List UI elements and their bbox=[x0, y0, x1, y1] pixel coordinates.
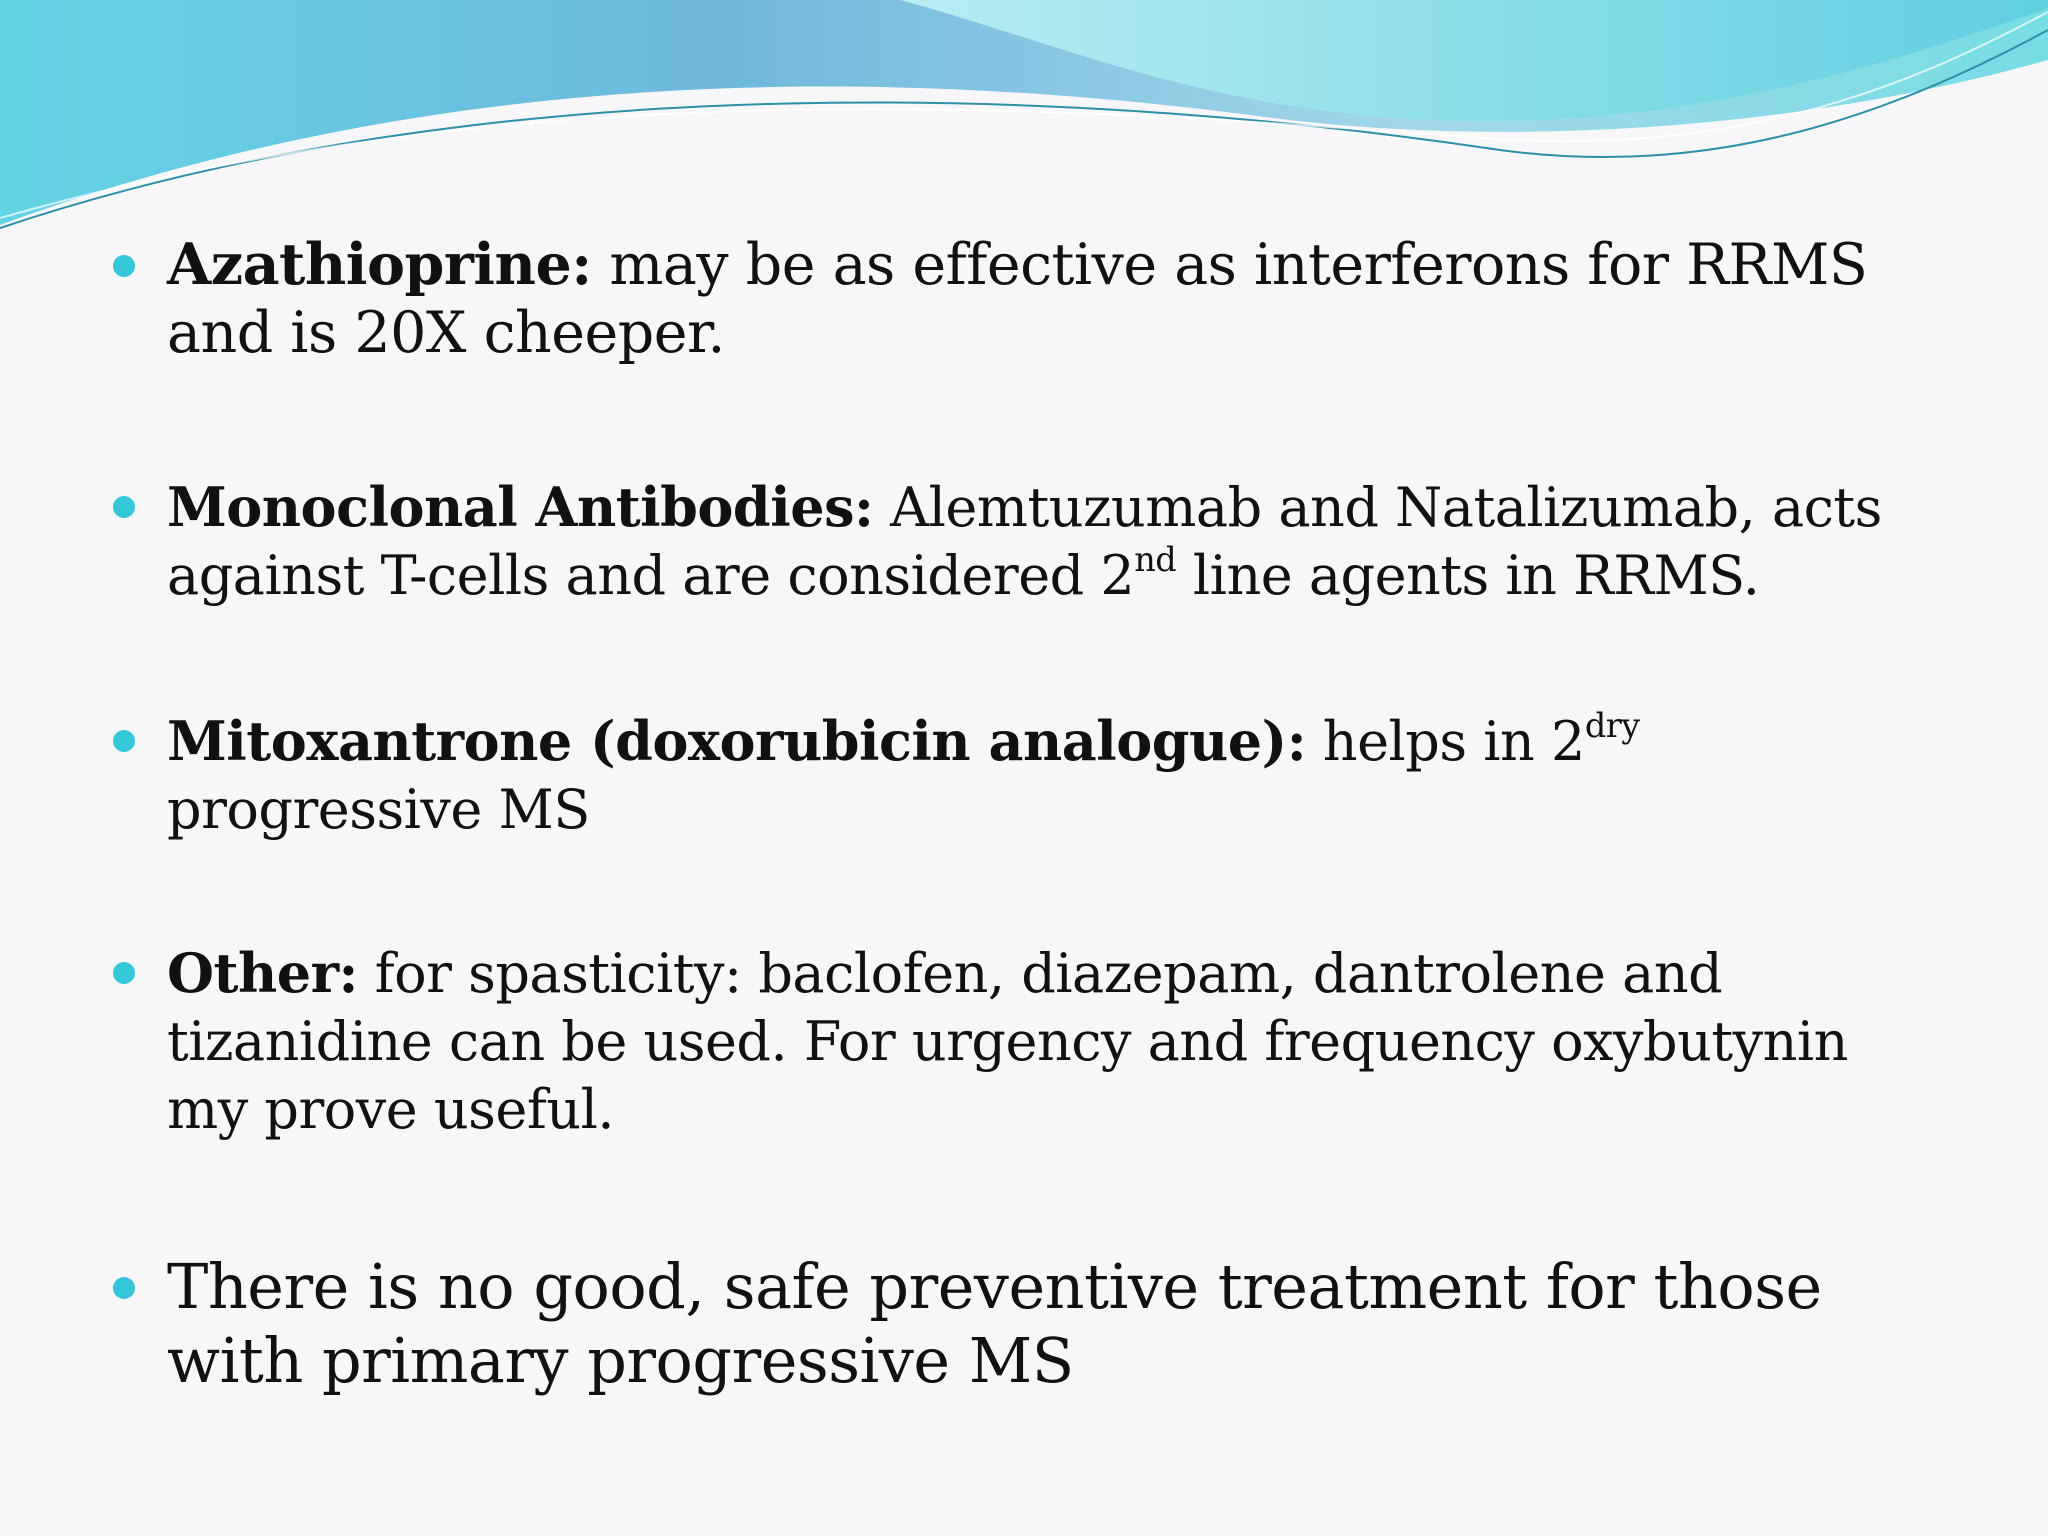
ordinal-superscript: dry bbox=[1584, 705, 1640, 745]
bullet-icon bbox=[113, 730, 135, 752]
bullet-text-end: line agents in RRMS. bbox=[1176, 544, 1760, 607]
bullet-text: helps in 2 bbox=[1306, 710, 1585, 773]
bullet-monoclonal-antibodies bbox=[167, 473, 1907, 610]
bullet-no-preventive-treatment bbox=[167, 1250, 1907, 1398]
bullet-icon bbox=[113, 1277, 135, 1299]
bullet-text: There is no good, safe preventive treatment for those with primary progressive MS bbox=[167, 1250, 1822, 1397]
bullet-other bbox=[167, 939, 1867, 1144]
bullet-lead: Mitoxantrone (doxorubicin analogue): bbox=[167, 709, 1307, 773]
bullet-lead: Other: bbox=[167, 941, 358, 1005]
bullet-icon bbox=[113, 255, 135, 277]
bullet-text-end: progressive MS bbox=[167, 778, 590, 841]
bullet-text: Alemtuzumab and Natalizumab, acts against T-cells and are considered 2 bbox=[167, 476, 1882, 607]
bullet-text: for spasticity: baclofen, diazepam, dantrolene and tizanidine can be used. For urgency and frequency oxybutynin my prove useful. bbox=[167, 942, 1848, 1141]
ordinal-superscript: nd bbox=[1134, 539, 1177, 579]
bullet-icon bbox=[113, 496, 135, 518]
bullet-mitoxantrone bbox=[167, 707, 1687, 844]
bullet-icon bbox=[113, 962, 135, 984]
bullet-lead: Monoclonal Antibodies: bbox=[167, 475, 874, 539]
bullet-text: may be as effective as interferons for RRMS and is 20X cheeper. bbox=[167, 232, 1868, 366]
bullet-azathioprine bbox=[167, 231, 1907, 367]
bullet-lead: Azathioprine: bbox=[167, 231, 592, 298]
